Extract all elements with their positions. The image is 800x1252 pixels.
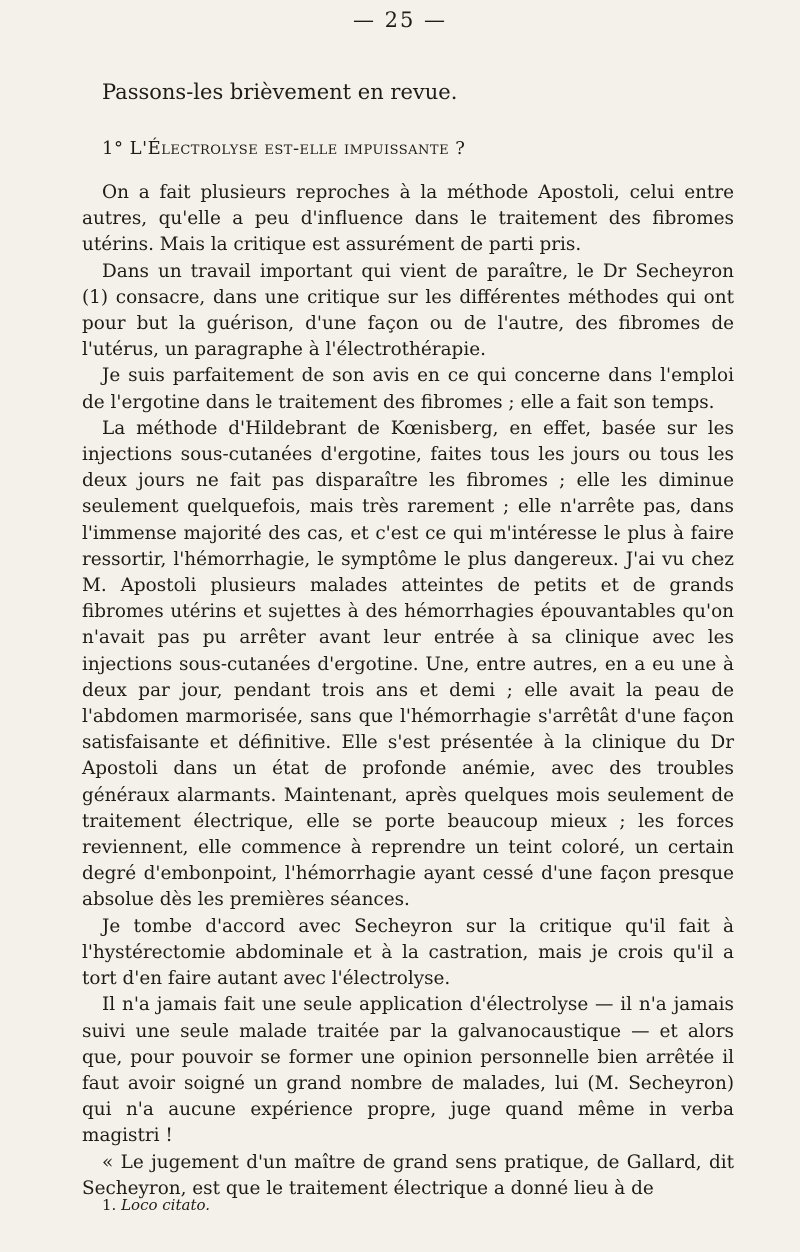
section-heading: 1° L'Électrolyse est-elle impuissante ? xyxy=(102,138,466,159)
paragraph: Je suis parfaitement de son avis en ce qui concerne dans l'emploi de l'ergotine dans le traitement des fibromes ; elle a fait son temps. xyxy=(82,365,734,413)
paragraph: Je tombe d'accord avec Secheyron sur la critique qu'il fait à l'hystérectomie abdominale et à la castration, mais je crois qu'il a tort d'en faire autant avec l'électrolyse. xyxy=(82,915,734,990)
footnote-number: 1. xyxy=(102,1196,117,1214)
body-text xyxy=(82,180,734,1202)
footnote xyxy=(102,1196,210,1214)
paragraph: Dans un travail important qui vient de paraître, le Dr Secheyron (1) consacre, dans une critique sur les différentes méthodes qui ont pour but la guérison, d'une façon ou de l'autre, des fibromes de l'utérus, un paragraphe à l'électrothérapie. xyxy=(82,260,734,361)
intro-line: Passons-les brièvement en revue. xyxy=(102,80,458,104)
paragraph: Il n'a jamais fait une seule application d'électrolyse — il n'a jamais suivi une seule malade traitée par la galvanocaustique — et alors que, pour pouvoir se former une opinion personnelle bien arrêtée il faut avoir soigné un grand nombre de malades, lui (M. Secheyron) qui n'a aucune expérience propre, juge quand même in verba magistri ! xyxy=(82,994,734,1147)
paragraph: La méthode d'Hildebrant de Kœnisberg, en effet, basée sur les injections sous-cutanées d'ergotine, faites tous les jours ou tous les deux jours ne fait pas disparaître les fibromes ; elle les diminue seulement quelquefois, mais très rarement ; elle n'arrête pas, dans l'immense majorité des cas, et c'est ce qui m'intéresse le plus à faire ressortir, l'hémorrhagie, le symptôme le plus dangereux. J'ai vu chez M. Apostoli plusieurs malades atteintes de petits et de grands fibromes utérins et sujettes à des hémorrhagies épouvantables qu'on n'avait pas pu arrêter avant leur entrée à sa clinique avec les injections sous-cutanées d'ergotine. Une, entre autres, en a eu une à deux par jour, pendant trois ans et demi ; elle avait la peau de l'abdomen marmorisée, sans que l'hémorrhagie s'arrêtât d'une façon satisfaisante et définitive. Elle s'est présentée à la clinique du Dr Apostoli dans un état de profonde anémie, avec des troubles généraux alarmants. Maintenant, après quelques mois seulement de traitement électrique, elle se porte beaucoup mieux ; les forces reviennent, elle commence à reprendre un teint coloré, un certain degré d'embonpoint, l'hémorrhagie ayant cessé d'une façon presque absolue dès les premières séances. xyxy=(82,417,734,911)
paragraph: « Le jugement d'un maître de grand sens pratique, de Gallard, dit Secheyron, est que le traitement électrique a donné lieu à de xyxy=(82,1151,734,1199)
footnote-text: Loco citato. xyxy=(121,1196,211,1214)
paragraph: On a fait plusieurs reproches à la méthode Apostoli, celui entre autres, qu'elle a peu d'influence dans le traitement des fibromes utérins. Mais la critique est assurément de parti pris. xyxy=(82,182,734,256)
page-number: — 25 — xyxy=(352,8,448,32)
